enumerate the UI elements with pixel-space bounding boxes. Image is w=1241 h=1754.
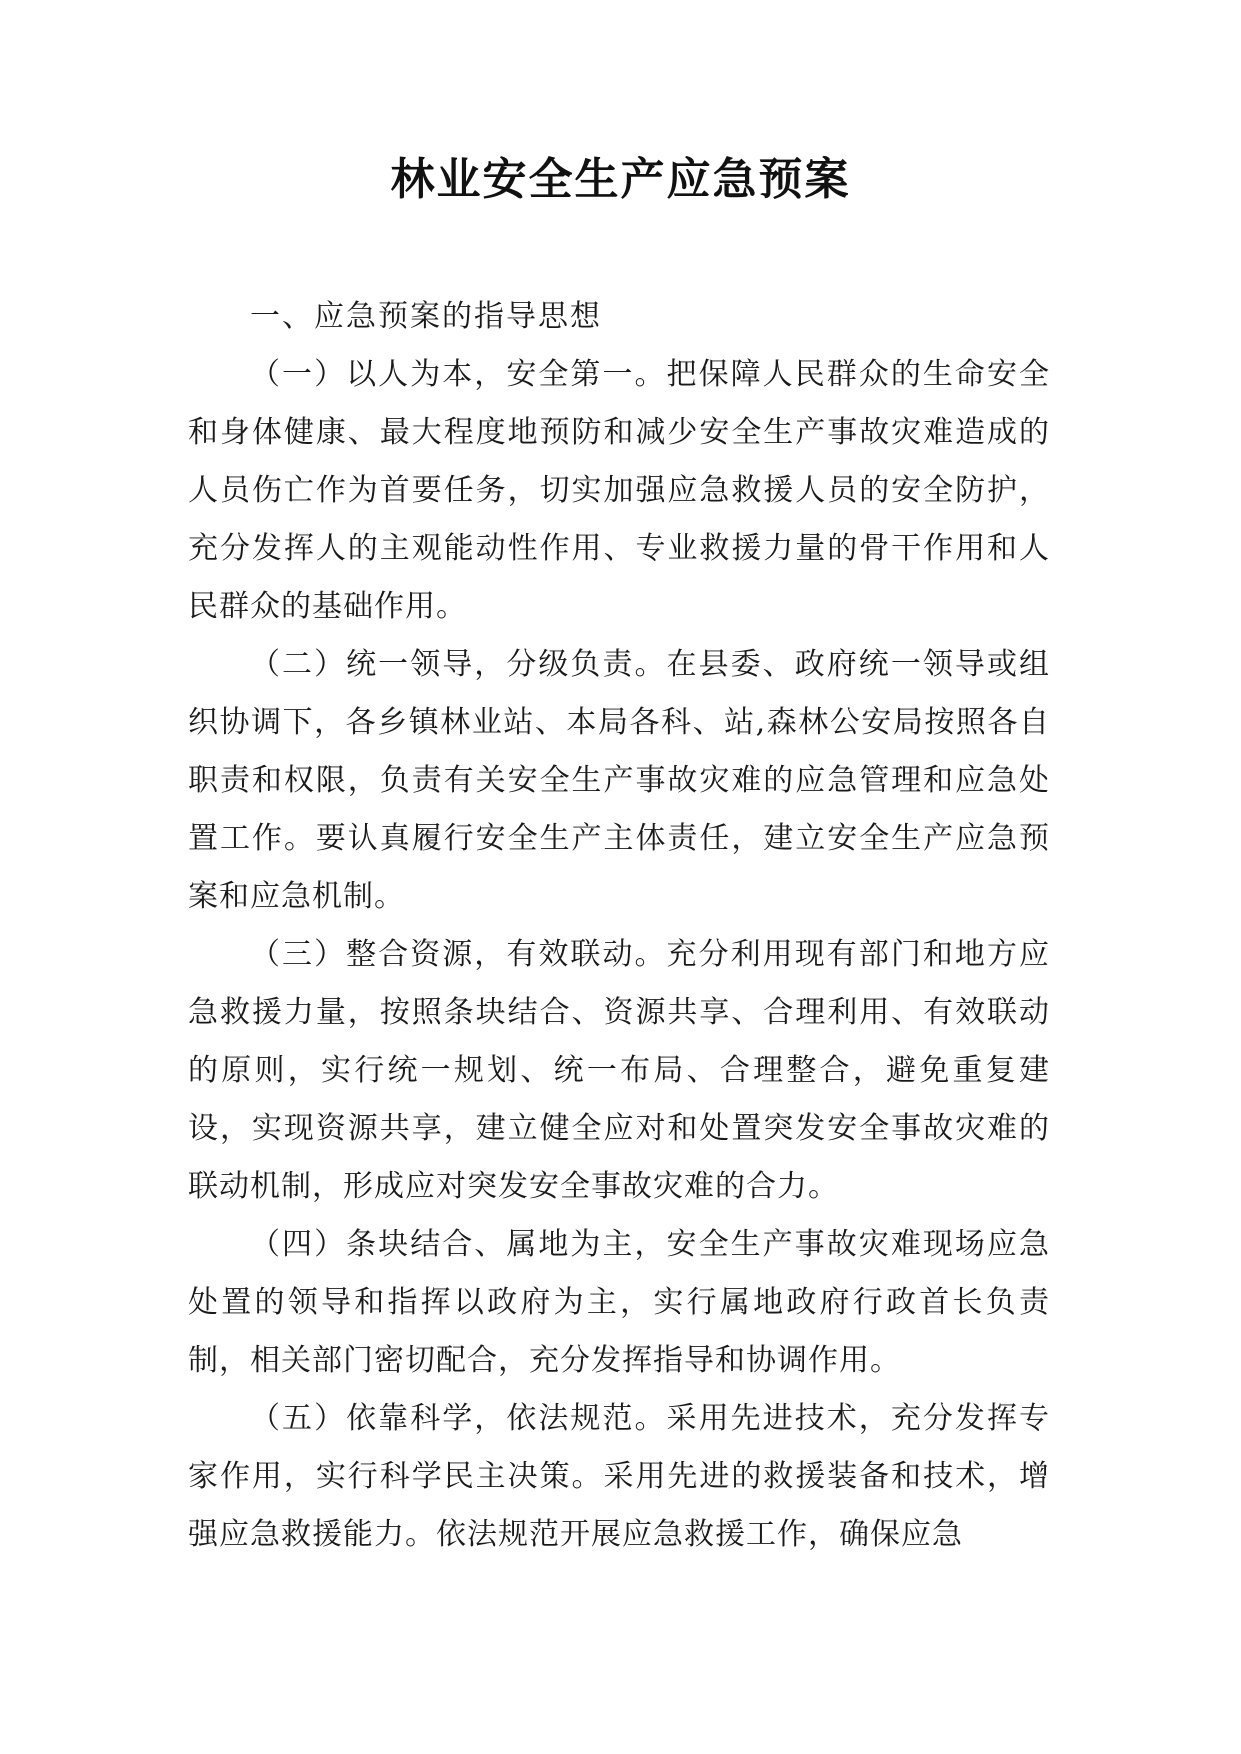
paragraph-3: （三）整合资源，有效联动。充分利用现有部门和地方应急救援力量，按照条块结合、资源共享、合理利用、有效联动的原则，实行统一规划、统一布局、合理整合，避免重复建设，实现资源共享，建立健全应对和处置突发安全事故灾难的联动机制，形成应对突发安全事故灾难的合力。 (188, 937, 1050, 1204)
section-heading: 一、应急预案的指导思想 (250, 299, 602, 334)
paragraph-4: （四）条块结合、属地为主，安全生产事故灾难现场应急处置的领导和指挥以政府为主，实行属地政府行政首长负责制，相关部门密切配合，充分发挥指导和协调作用。 (188, 1227, 1050, 1378)
document-body (188, 288, 1050, 1564)
document-title: 林业安全生产应急预案 (390, 154, 851, 205)
paragraph-1: （一）以人为本，安全第一。把保障人民群众的生命安全和身体健康、最大程度地预防和减少安全生产事故灾难造成的人员伤亡作为首要任务，切实加强应急救援人员的安全防护，充分发挥人的主观能动性作用、专业救援力量的骨干作用和人民群众的基础作用。 (188, 357, 1050, 624)
paragraph-2: （二）统一领导，分级负责。在县委、政府统一领导或组织协调下，各乡镇林业站、本局各科、站,森林公安局按照各自职责和权限，负责有关安全生产事故灾难的应急管理和应急处置工作。要认真履行安全生产主体责任，建立安全生产应急预案和应急机制。 (188, 647, 1050, 914)
paragraph-5: （五）依靠科学，依法规范。采用先进技术，充分发挥专家作用，实行科学民主决策。采用先进的救援装备和技术，增强应急救援能力。依法规范开展应急救援工作，确保应急 (188, 1401, 1050, 1552)
